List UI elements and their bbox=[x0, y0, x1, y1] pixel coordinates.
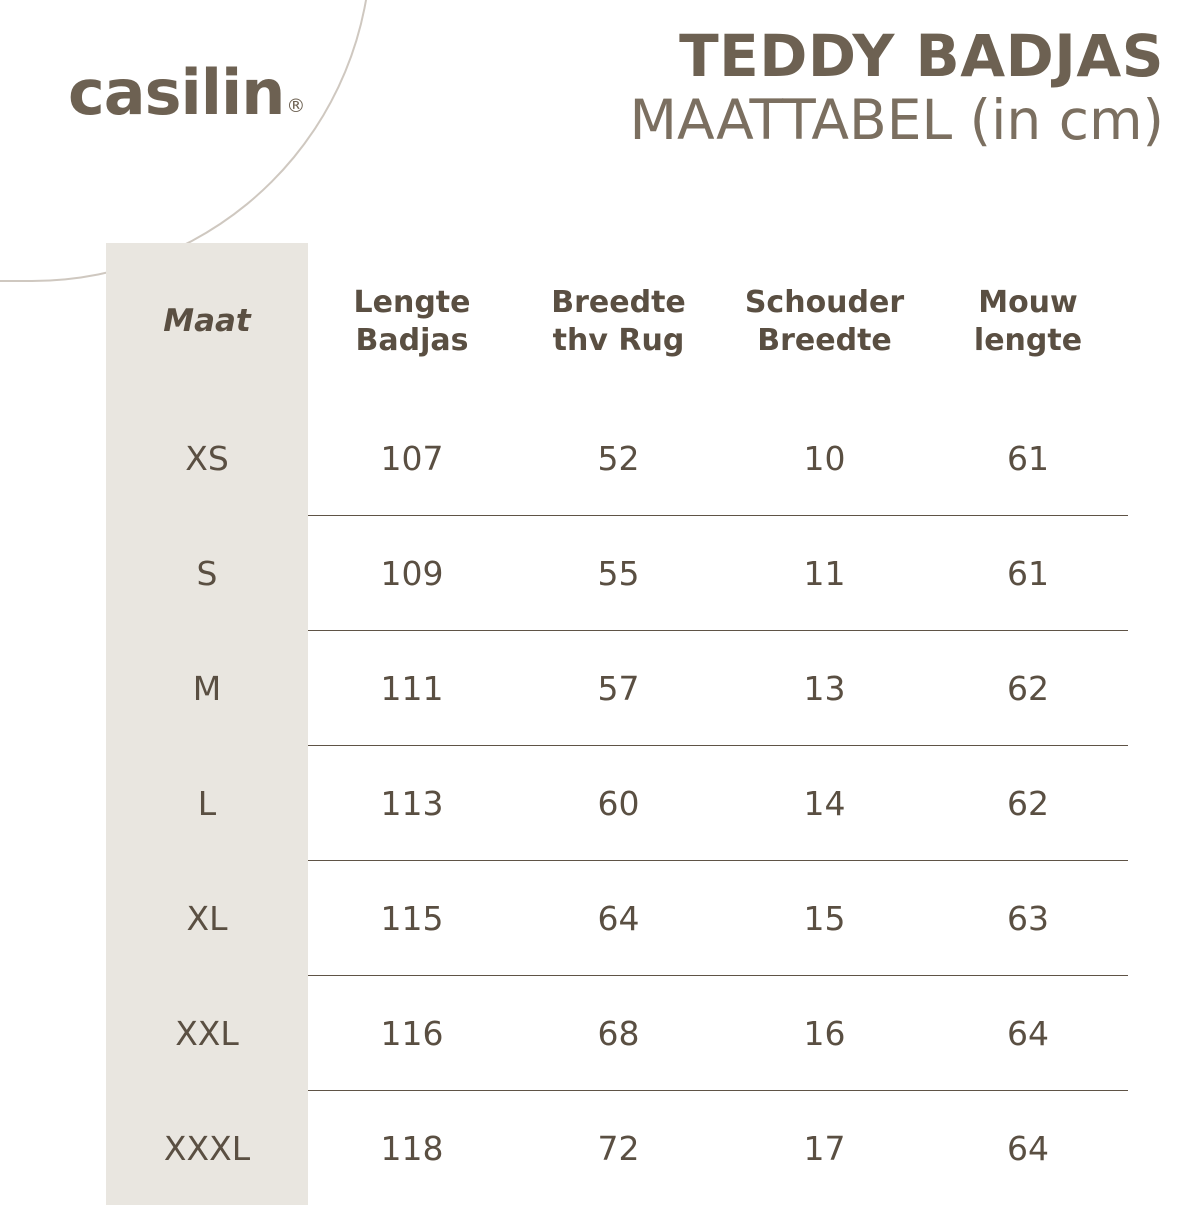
table-header bbox=[106, 243, 1128, 401]
cell-schouder-breedte: 13 bbox=[721, 631, 928, 746]
cell-schouder-breedte: 17 bbox=[721, 1091, 928, 1205]
cell-schouder-breedte: 11 bbox=[721, 516, 928, 631]
cell-maat: XS bbox=[106, 401, 308, 516]
table-row bbox=[106, 631, 1128, 746]
cell-mouw-lengte: 62 bbox=[928, 746, 1128, 861]
cell-maat: M bbox=[106, 631, 308, 746]
column-header-schouder-breedte: Schouder Breedte bbox=[721, 243, 928, 401]
title-block bbox=[404, 26, 1164, 152]
column-header-maat: Maat bbox=[106, 243, 308, 401]
cell-mouw-lengte: 61 bbox=[928, 401, 1128, 516]
cell-breedte-rug: 55 bbox=[516, 516, 721, 631]
column-header-breedte-thv-rug: Breedte thv Rug bbox=[516, 243, 721, 401]
cell-maat: XL bbox=[106, 861, 308, 976]
cell-lengte-badjas: 116 bbox=[308, 976, 516, 1091]
cell-breedte-rug: 60 bbox=[516, 746, 721, 861]
column-header-lengte-badjas: Lengte Badjas bbox=[308, 243, 516, 401]
brand-logo bbox=[68, 62, 302, 124]
cell-mouw-lengte: 61 bbox=[928, 516, 1128, 631]
cell-maat: S bbox=[106, 516, 308, 631]
cell-lengte-badjas: 111 bbox=[308, 631, 516, 746]
table-row bbox=[106, 746, 1128, 861]
cell-breedte-rug: 72 bbox=[516, 1091, 721, 1205]
size-table bbox=[106, 243, 1128, 1205]
brand-name: casilin bbox=[68, 56, 284, 129]
cell-mouw-lengte: 62 bbox=[928, 631, 1128, 746]
cell-mouw-lengte: 64 bbox=[928, 1091, 1128, 1205]
cell-breedte-rug: 52 bbox=[516, 401, 721, 516]
cell-lengte-badjas: 109 bbox=[308, 516, 516, 631]
registered-mark-icon: ® bbox=[286, 95, 304, 117]
size-table-container bbox=[106, 243, 1128, 1205]
page-title: TEDDY BADJAS bbox=[404, 26, 1164, 87]
cell-lengte-badjas: 118 bbox=[308, 1091, 516, 1205]
page-subtitle: MAATTABEL (in cm) bbox=[404, 89, 1164, 152]
column-header-mouw-lengte: Mouw lengte bbox=[928, 243, 1128, 401]
cell-breedte-rug: 68 bbox=[516, 976, 721, 1091]
cell-schouder-breedte: 10 bbox=[721, 401, 928, 516]
cell-lengte-badjas: 115 bbox=[308, 861, 516, 976]
cell-mouw-lengte: 64 bbox=[928, 976, 1128, 1091]
cell-maat: XXL bbox=[106, 976, 308, 1091]
cell-breedte-rug: 57 bbox=[516, 631, 721, 746]
cell-maat: XXXL bbox=[106, 1091, 308, 1205]
page-header bbox=[0, 0, 1200, 215]
cell-lengte-badjas: 107 bbox=[308, 401, 516, 516]
cell-mouw-lengte: 63 bbox=[928, 861, 1128, 976]
cell-schouder-breedte: 16 bbox=[721, 976, 928, 1091]
cell-schouder-breedte: 15 bbox=[721, 861, 928, 976]
table-body bbox=[106, 401, 1128, 1205]
table-row bbox=[106, 976, 1128, 1091]
table-row bbox=[106, 516, 1128, 631]
table-row bbox=[106, 861, 1128, 976]
cell-schouder-breedte: 14 bbox=[721, 746, 928, 861]
cell-lengte-badjas: 113 bbox=[308, 746, 516, 861]
table-row bbox=[106, 1091, 1128, 1205]
cell-maat: L bbox=[106, 746, 308, 861]
table-row bbox=[106, 401, 1128, 516]
cell-breedte-rug: 64 bbox=[516, 861, 721, 976]
table-header-row bbox=[106, 243, 1128, 401]
